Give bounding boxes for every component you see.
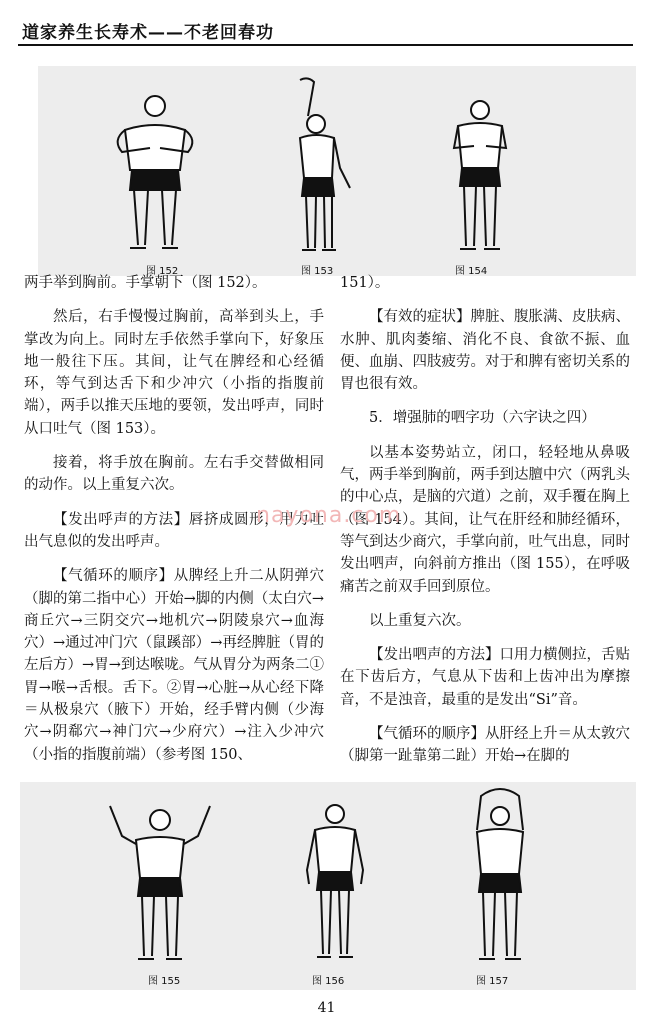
right-text-column <box>340 272 630 768</box>
figure-arms-raised-wide-icon <box>100 796 220 966</box>
paragraph: 以上重复六次。 <box>369 612 471 629</box>
paragraph: 然后，右手慢慢过胸前，高举到头上，手掌改为向上。同时左手依然手掌向下，好象压地一般往下压。其间，让气在脾经和心经循环，等气到达舌下和少冲穴（小指的指腹前端），两手以推天压地的要领，发出呼声，同时从口吐气（图 153）。 <box>24 309 324 437</box>
left-text-column <box>24 272 324 766</box>
running-header <box>18 14 633 46</box>
figure-153-illustration <box>278 76 358 256</box>
figure-152-caption: 图 152 <box>146 266 179 277</box>
figure-standing-icon <box>295 800 375 965</box>
paragraph: 151）。 <box>340 275 390 291</box>
figure-153-caption: 图 153 <box>301 266 334 277</box>
section-heading: 5．增强肺的呬字功（六字诀之四） <box>369 410 596 427</box>
paragraph: 【发出呼声的方法】唇挤成圆形，用力吐出气息似的发出呼声。 <box>24 511 324 550</box>
paragraph: 以基本姿势站立，闭口，轻轻地从鼻吸气，两手举到胸前，两手到达膻中穴（两乳头的中心点，是脑的穴道）之前，双手覆在胸上（图 154）。其间，让气在肝经和肺经循环，等气到达少商穴，手掌向前，吐气出息，同时发出呬声，向斜前方推出（图 155），在呼吸痛苦之前双手回到原位。 <box>340 444 630 595</box>
paragraph: 两手举到胸前。手掌朝下（图 152）。 <box>24 275 267 291</box>
page-number: 41 <box>317 1000 336 1016</box>
watermark: nayona.com <box>256 503 402 528</box>
figure-hands-on-chest-icon <box>440 96 520 256</box>
figure-155-illustration <box>100 796 220 966</box>
book-title: 道家养生长寿术——不老回春功 <box>22 23 274 43</box>
figure-156-caption: 图 156 <box>312 976 345 987</box>
paragraph: 【发出呬声的方法】口用力横侧拉，舌贴在下齿后方，气息从下齿和上齿冲出为摩擦音，不是浊音，最重的是发出“Si”音。 <box>340 647 630 708</box>
figure-157-illustration <box>455 786 545 966</box>
figure-157-caption: 图 157 <box>476 976 509 987</box>
figure-154-illustration <box>440 96 520 256</box>
paragraph: 【有效的症状】脾脏、腹胀满、皮肤病、水肿、肌肉萎缩、消化不良、食欲不振、血便、血崩、四肢疲劳。对于和脾有密切关系的胃也很有效。 <box>340 309 630 393</box>
paragraph: 【气循环的顺序】从肝经上升＝从太敦穴（脚第一趾靠第二趾）开始→在脚的 <box>340 726 630 765</box>
figure-154-caption: 图 154 <box>455 266 488 277</box>
figure-152-illustration <box>100 90 210 255</box>
figure-arms-overhead-icon <box>455 786 545 966</box>
paragraph: 接着，将手放在胸前。左右手交替做相同的动作。以上重复六次。 <box>24 455 324 494</box>
figure-arm-raised-icon <box>278 76 358 256</box>
paragraph: 【气循环的顺序】从脾经上升二从阴弹穴（脚的第二指中心）开始→脚的内侧（太白穴→商丘穴→三阴交穴→地机穴→阴陵泉穴→血海穴）→通过冲门穴（鼠蹊部）→再经脾脏（胃的左后方）→胃→到达喉咙。气从胃分为两条二①胃→喉→舌根。舌下。②胃→心脏→从心经下降＝从极泉穴（腋下）开始，经手臂内侧（少海穴→阴郗穴→神门穴→少府穴）→注入少冲穴（小指的指腹前端）（参考图 150、 <box>24 568 324 763</box>
figure-156-illustration <box>295 800 375 965</box>
figure-hands-at-chest-icon <box>100 90 210 255</box>
figure-155-caption: 图 155 <box>148 976 181 987</box>
